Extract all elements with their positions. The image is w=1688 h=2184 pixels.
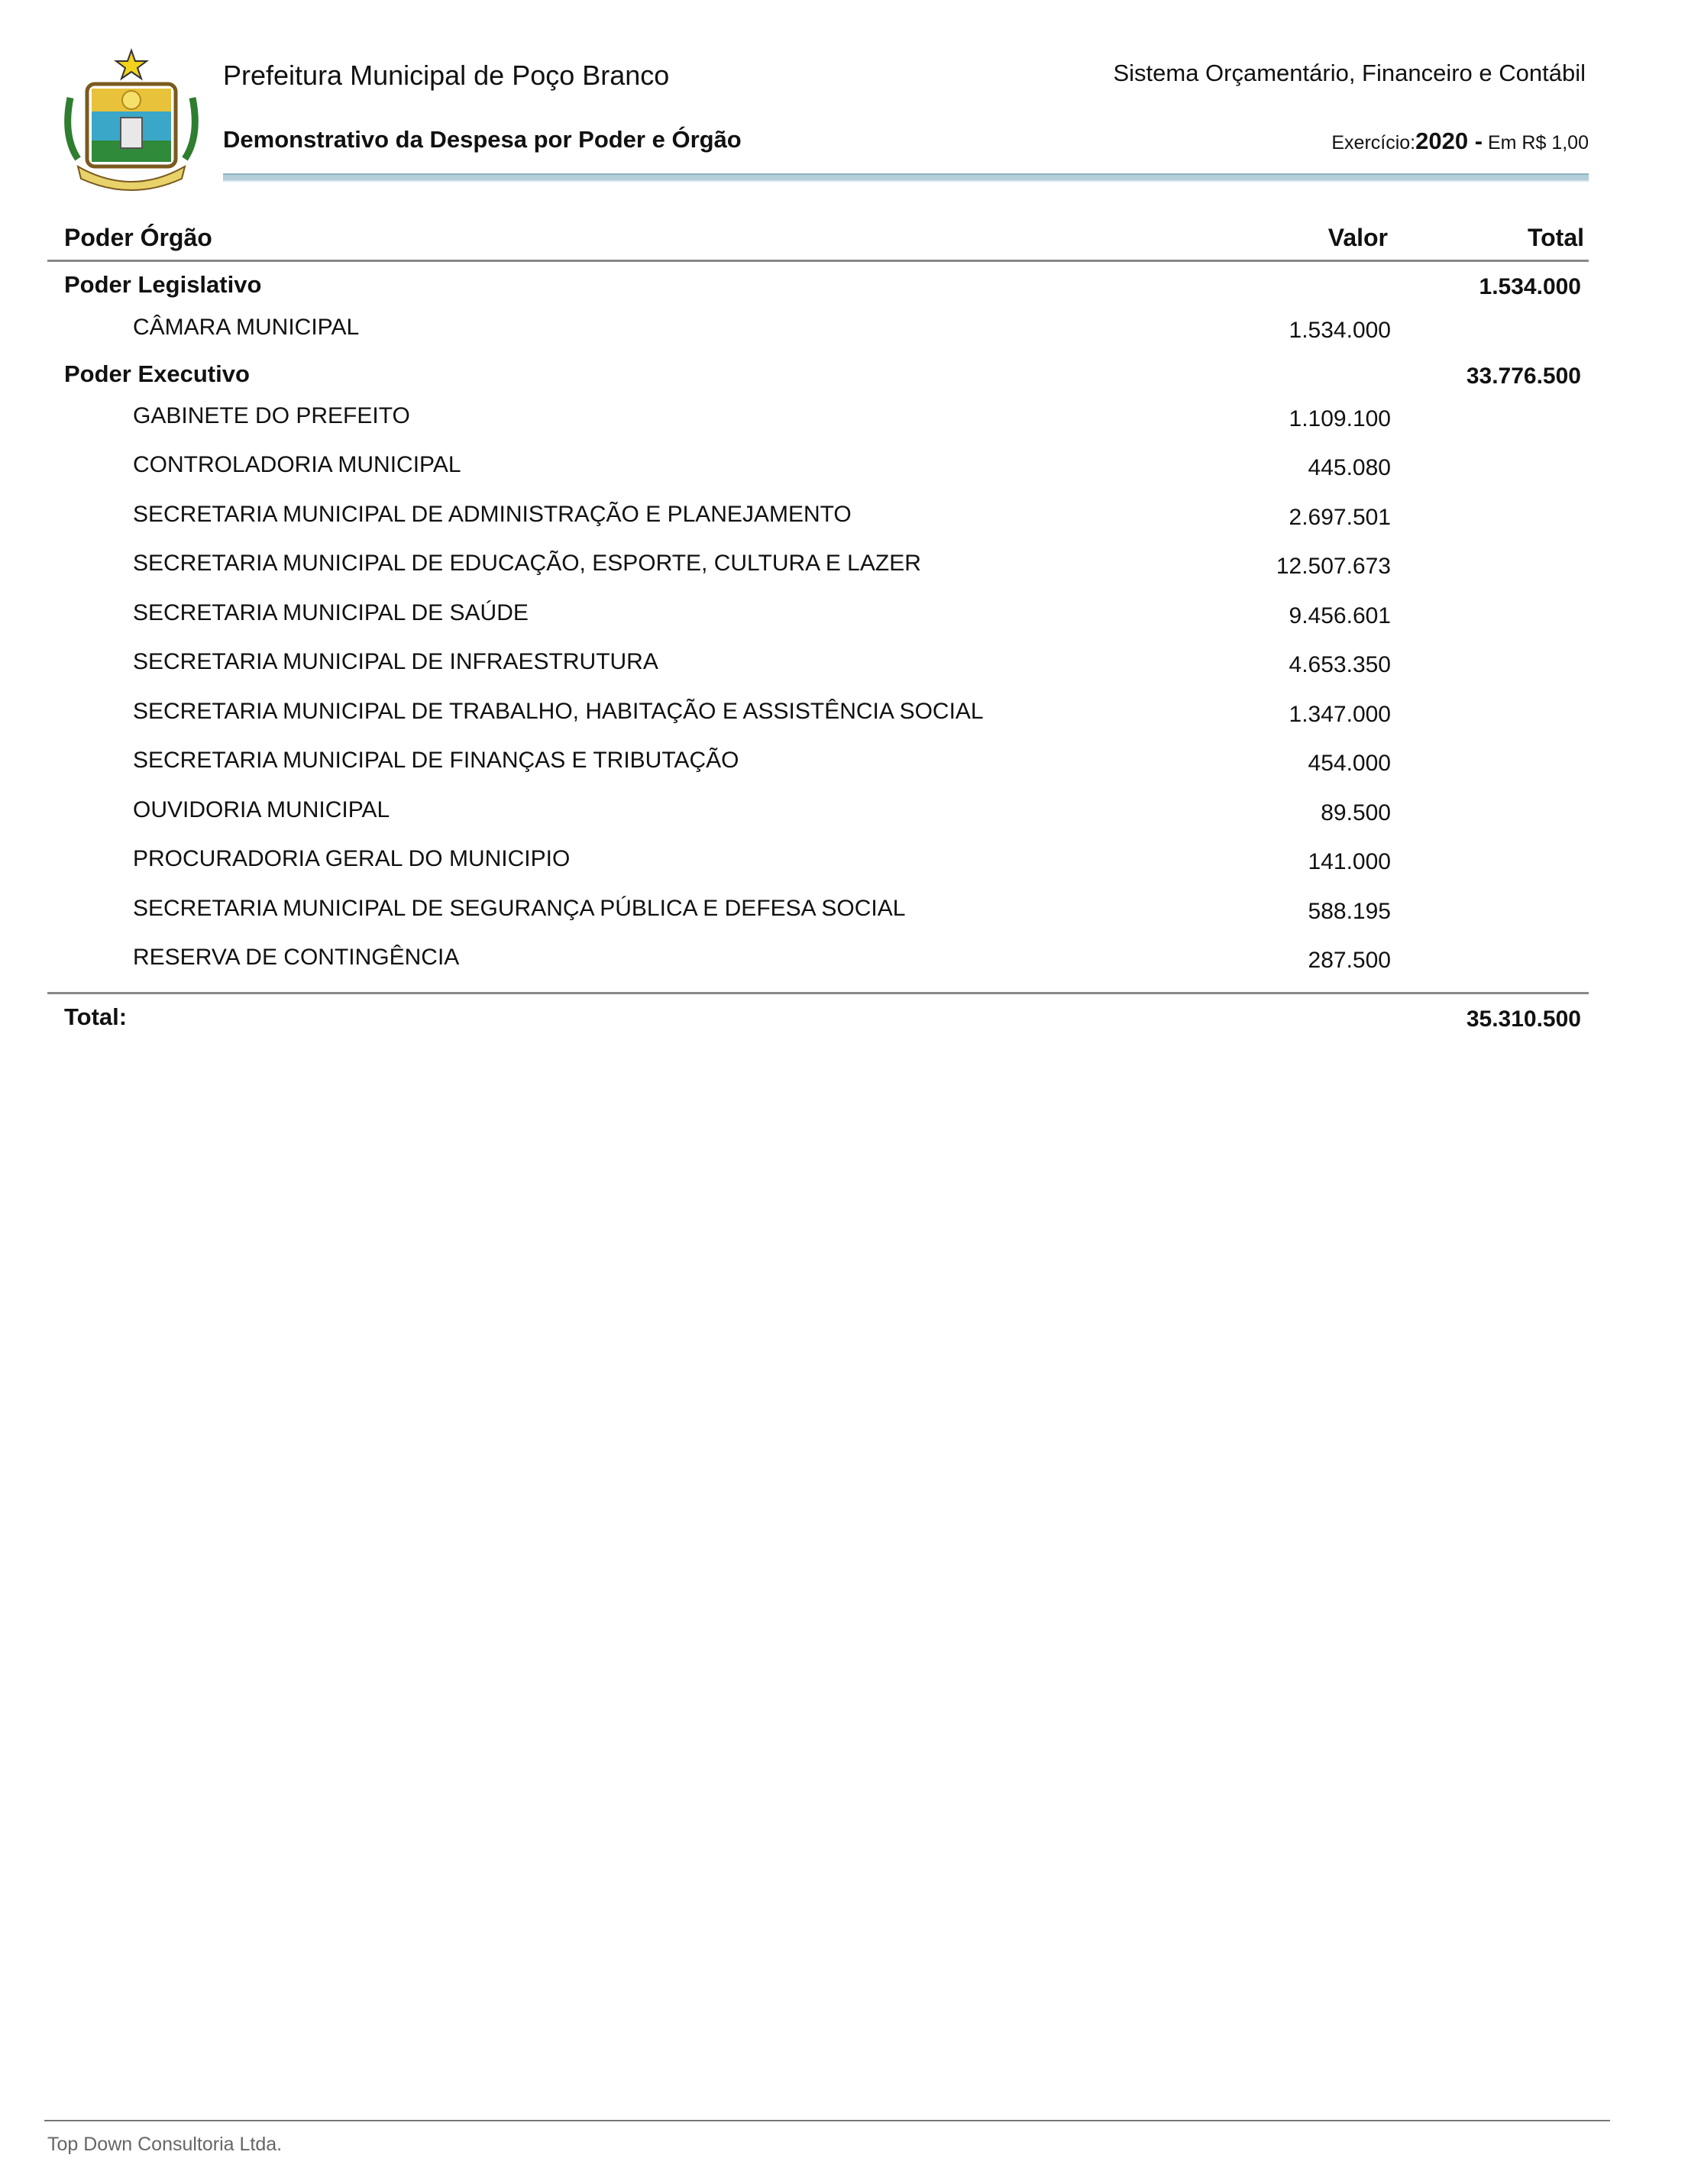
orgao-name: SECRETARIA MUNICIPAL DE FINANÇAS E TRIBUTAÇÃO xyxy=(133,748,739,773)
group-row-legislativo xyxy=(47,271,1589,309)
orgao-name: CONTROLADORIA MUNICIPAL xyxy=(133,452,461,477)
orgao-valor: 89.500 xyxy=(1321,800,1391,825)
orgao-name: SECRETARIA MUNICIPAL DE ADMINISTRAÇÃO E PLANEJAMENTO xyxy=(133,502,852,527)
orgao-valor: 4.653.350 xyxy=(1289,652,1391,677)
table-row xyxy=(47,748,1589,786)
table-row xyxy=(47,452,1589,490)
orgao-valor: 445.080 xyxy=(1308,455,1391,480)
orgao-name: CÂMARA MUNICIPAL xyxy=(133,315,360,340)
table-row xyxy=(47,945,1589,983)
orgao-valor: 2.697.501 xyxy=(1289,505,1391,530)
orgao-valor: 1.534.000 xyxy=(1289,318,1391,343)
grand-total-label: Total: xyxy=(64,1003,128,1030)
orgao-name: PROCURADORIA GERAL DO MUNICIPIO xyxy=(133,846,571,871)
orgao-valor: 1.347.000 xyxy=(1289,702,1391,727)
column-header-total: Total xyxy=(1527,224,1584,251)
table-row xyxy=(47,315,1589,353)
orgao-name: GABINETE DO PREFEITO xyxy=(133,403,410,428)
column-header-divider xyxy=(47,260,1589,262)
orgao-valor: 454.000 xyxy=(1308,751,1391,776)
orgao-name: SECRETARIA MUNICIPAL DE SAÚDE xyxy=(133,600,529,625)
organization-name: Prefeitura Municipal de Poço Branco xyxy=(223,60,670,91)
orgao-name: SECRETARIA MUNICIPAL DE EDUCAÇÃO, ESPORTE, CULTURA E LAZER xyxy=(133,551,921,576)
orgao-valor: 141.000 xyxy=(1308,849,1391,874)
total-divider xyxy=(47,992,1589,994)
orgao-valor: 12.507.673 xyxy=(1276,554,1391,579)
orgao-valor: 9.456.601 xyxy=(1289,603,1391,628)
table-row xyxy=(47,600,1589,638)
report-title: Demonstrativo da Despesa por Poder e Órgão xyxy=(223,126,742,153)
group-total: 33.776.500 xyxy=(1466,363,1581,389)
exercicio-year: 2020 - xyxy=(1415,128,1483,154)
column-header-name: Poder Órgão xyxy=(64,224,212,251)
system-name: Sistema Orçamentário, Financeiro e Contábil xyxy=(1113,60,1586,86)
orgao-name: SECRETARIA MUNICIPAL DE INFRAESTRUTURA xyxy=(133,649,658,674)
orgao-name: SECRETARIA MUNICIPAL DE SEGURANÇA PÚBLICA E DEFESA SOCIAL xyxy=(133,896,906,921)
header-divider xyxy=(223,173,1589,182)
footer-divider xyxy=(44,2120,1610,2121)
column-header-valor: Valor xyxy=(1327,224,1388,251)
group-total: 1.534.000 xyxy=(1479,274,1581,299)
grand-total-row xyxy=(47,1003,1589,1042)
table-row xyxy=(47,699,1589,737)
group-name: Poder Executivo xyxy=(64,360,250,387)
exercicio-info xyxy=(1331,128,1589,155)
table-row xyxy=(47,896,1589,934)
orgao-name: OUVIDORIA MUNICIPAL xyxy=(133,797,390,822)
currency-unit: Em R$ 1,00 xyxy=(1487,132,1589,153)
grand-total-value: 35.310.500 xyxy=(1466,1006,1581,1032)
group-row-executivo xyxy=(47,360,1589,399)
municipal-crest-icon xyxy=(47,44,215,197)
table-row xyxy=(47,403,1589,441)
orgao-valor: 287.500 xyxy=(1308,948,1391,973)
table-row xyxy=(47,551,1589,589)
table-row xyxy=(47,649,1589,687)
orgao-valor: 588.195 xyxy=(1308,899,1391,924)
orgao-valor: 1.109.100 xyxy=(1289,406,1391,431)
group-name: Poder Legislativo xyxy=(64,271,262,298)
table-row xyxy=(47,502,1589,540)
orgao-name: RESERVA DE CONTINGÊNCIA xyxy=(133,945,460,970)
table-row xyxy=(47,846,1589,884)
footer-text: Top Down Consultoria Ltda. xyxy=(47,2134,283,2155)
table-row xyxy=(47,797,1589,835)
orgao-name: SECRETARIA MUNICIPAL DE TRABALHO, HABITAÇÃO E ASSISTÊNCIA SOCIAL xyxy=(133,699,984,724)
exercicio-label: Exercício: xyxy=(1331,132,1416,153)
